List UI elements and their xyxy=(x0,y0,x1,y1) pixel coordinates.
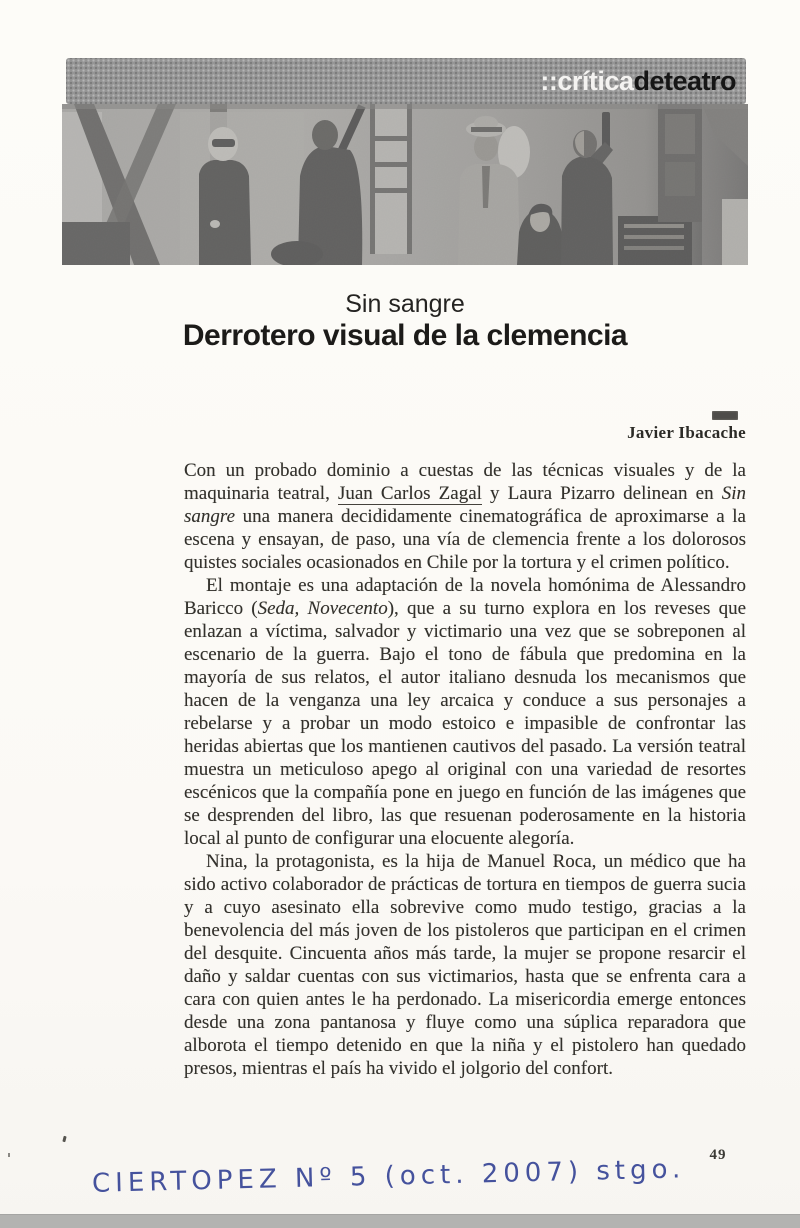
page-number: 49 xyxy=(709,1147,727,1163)
text-segment-italic: Sin sangre xyxy=(184,483,746,527)
scan-edge-band xyxy=(0,1214,800,1228)
text-segment: y Laura Pizarro delinean en xyxy=(481,483,722,504)
article-title: Derrotero visual de la clemencia xyxy=(182,319,628,352)
section-title xyxy=(540,66,736,96)
author-byline: Javier Ibacache xyxy=(627,423,746,442)
text-segment: El montaje es una adaptación de la novela homónima de Alessandro Baricco ( xyxy=(184,575,746,619)
article-body xyxy=(184,459,746,1080)
section-header-bar xyxy=(66,58,746,104)
text-segment: Nina, la protagonista, es la hija de Manuel Roca, un médico que ha sido activo colaborador de prácticas de tortura en tiempos de guerra sucia y a cuyo asesinato ella sobrevive como mudo testigo, gracias a la benevolencia del más joven de los pistoleros que participan en el crimen del desquite. Cincuenta años más tarde, la mujer se propone resarcir el daño y saldar cuentas con sus victimarios, hasta que se enfrenta cara a cara con quien antes le ha perdonado. La misericordia emerge entonces desde una zona pantanosa y fluye como una súplica reparadora que alborota el tiempo detenido en que la niña y el pistolero han quedado presos, mientras el país ha vivido el jolgorio del confort. xyxy=(184,851,746,1079)
text-segment-underline: Juan Carlos Zagal xyxy=(337,483,482,504)
section-title-light: ::crítica xyxy=(540,66,634,96)
paragraph xyxy=(184,850,746,1080)
author-badge-icon xyxy=(712,411,738,420)
paragraph xyxy=(184,459,746,574)
article-supertitle: Sin sangre xyxy=(345,290,465,318)
text-segment: una manera decididamente cinematográfica de aproximarse a la escena y ensayan, de paso, una vía de clemencia frente a los dolorosos quistes sociales ocasionados en Chile por la tortura y el crimen político. xyxy=(184,506,746,573)
paragraph xyxy=(184,574,746,850)
text-segment: ), que a su turno explora en los reveses que enlazan a víctima, salvador y victimario una vez que se sobreponen al escenario de la guerra. Bajo el tono de fábula que predomina en la mayoría de sus relatos, el autor italiano desnuda los mecanismos que hacen de la venganza una ley arcaica y conduce a sus personajes a rebelarse y a probar un modo estoico e impasible de confrontar las heridas abiertas que los mantienen cautivos del pasado. La versión teatral muestra un meticuloso apego al original con una variedad de resortes escénicos que la compañía pone en juego en función de las imágenes que se desprenden del libro, las que resuenan poderosamente en la historia local al punto de configurar una elocuente alegoría. xyxy=(184,598,747,849)
text-segment: Con un probado dominio a cuestas de las técnicas visuales y de la maquinaria teatral, xyxy=(184,460,746,504)
handwritten-note: CIERTOPEZ Nº 5 (oct. 2007) stgo. xyxy=(91,1154,686,1199)
text-segment-italic: Seda, Novecento xyxy=(257,598,388,619)
scan-speck xyxy=(8,1153,10,1157)
section-title-dark: deteatro xyxy=(633,66,736,96)
scan-speck xyxy=(62,1136,66,1143)
theater-scene-photo xyxy=(62,104,748,265)
